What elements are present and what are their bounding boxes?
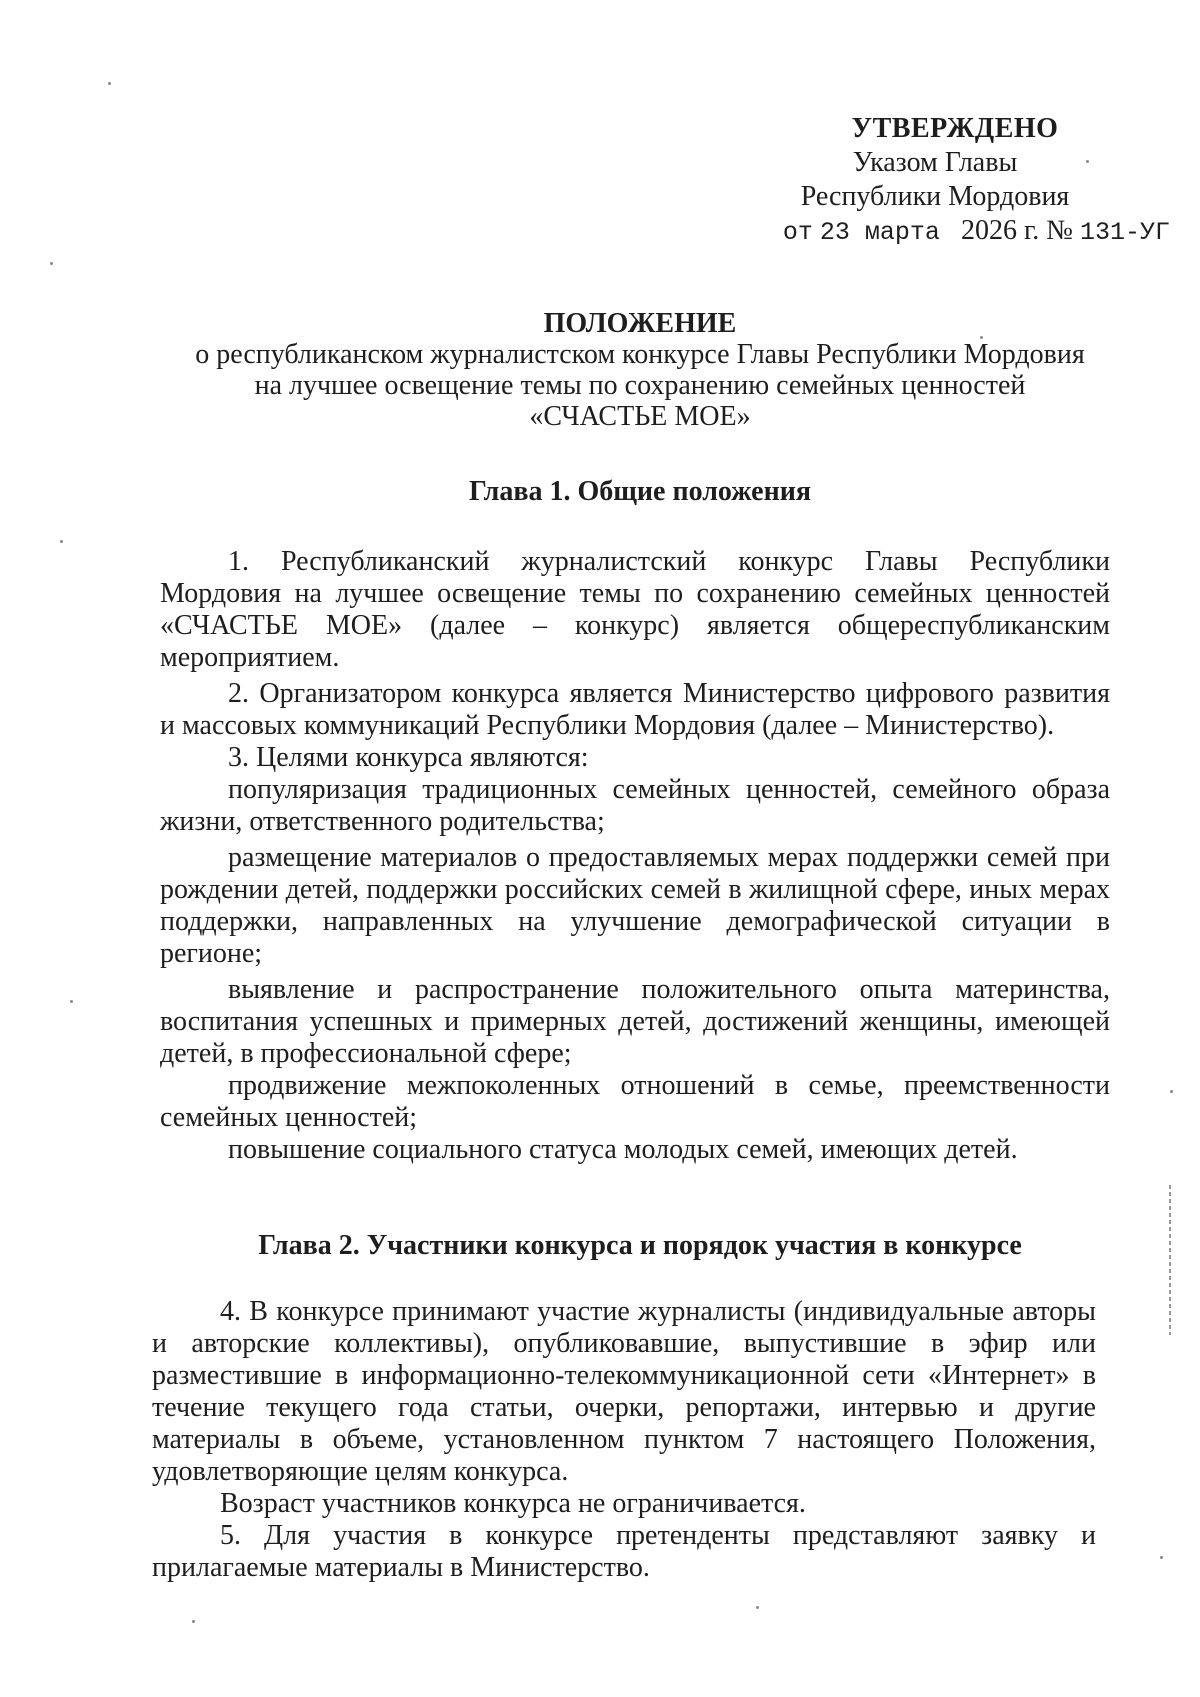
document-title-block [160,308,1120,432]
goal-item: повышение социального статуса молодых семей, имеющих детей. [228,1134,1018,1165]
scan-speck [980,336,983,339]
goal-item: популяризация традиционных семейных ценностей, семейного образа жизни, ответственного родительства; [160,774,1110,837]
approval-line-2: Республики Мордовия [800,181,1070,212]
title-line-3: «СЧАСТЬЕ МОЕ» [529,401,751,432]
scan-edge-line [1169,1185,1171,1335]
paragraph-4: 4. В конкурсе принимают участие журналисты (индивидуальные авторы и авторские коллективы), опубликовавшие, выпустившие в эфир или разместившие в информационно-телекоммуникационной сети «Интернет» в течение текущего года статьи, очерки, репортажи, интервью и другие материалы в объеме, установленном пунктом 7 настоящего Положения, удовлетворяющие целям конкурса. [152,1296,1096,1487]
decree-number: 131-УГ [1079,218,1170,247]
scan-speck [1086,160,1089,163]
chapter-2-heading: Глава 2. Участники конкурса и порядок участия в конкурсе [258,1230,1022,1261]
goal-item: размещение материалов о предоставляемых мерах поддержки семей при рождении детей, поддержки российских семей в жилищной сфере, иных мерах поддержки, направленных на улучшение демографической ситуации в регионе; [160,842,1110,969]
title-line-1: о республиканском журналистском конкурсе Главы Республики Мордовия [195,339,1085,370]
chapter-1-body [160,546,1110,1166]
approval-date [700,214,1170,250]
approval-block [700,112,1170,250]
scan-speck [50,262,53,265]
document-title: ПОЛОЖЕНИЕ [543,308,737,339]
paragraph-1: 1. Республиканский журналистский конкурс Главы Республики Мордовия на лучшее освещение темы по сохранению семейных ценностей «СЧАСТЬЕ МОЕ» (далее – конкурс) является общереспубликанским мероприятием. [160,546,1110,673]
scan-speck [70,1000,73,1003]
scan-speck [1160,1556,1163,1559]
paragraph-2: 2. Организатором конкурса является Министерство цифрового развития и массовых коммуникаций Республики Мордовия (далее – Министерство). [160,678,1110,741]
paragraph-5: 5. Для участия в конкурсе претенденты представляют заявку и прилагаемые материалы в Министерство. [152,1520,1096,1583]
date-prefix: от [782,218,813,247]
paragraph-3: 3. Целями конкурса являются: [228,742,589,773]
title-line-2: на лучшее освещение темы по сохранению семейных ценностей [254,370,1026,401]
scan-speck [108,82,111,85]
approval-title: УТВЕРЖДЕНО [851,113,1059,144]
date-day: 23 марта [819,218,940,247]
approval-line-1: Указом Главы [852,147,1018,178]
goal-item: продвижение межпоколенных отношений в семье, преемственности семейных ценностей; [160,1070,1110,1133]
scan-speck [60,540,63,543]
scan-speck [1170,1090,1173,1093]
scan-speck [192,1620,195,1623]
date-year: 2026 г. № [960,215,1073,246]
chapter-1-heading: Глава 1. Общие положения [468,476,811,507]
paragraph-4-age: Возраст участников конкурса не ограничивается. [220,1488,806,1519]
goal-item: выявление и распространение положительного опыта материнства, воспитания успешных и примерных детей, достижений женщины, имеющей детей, в профессиональной сфере; [160,974,1110,1069]
scan-speck [756,1606,759,1609]
chapter-2-body [152,1296,1096,1584]
